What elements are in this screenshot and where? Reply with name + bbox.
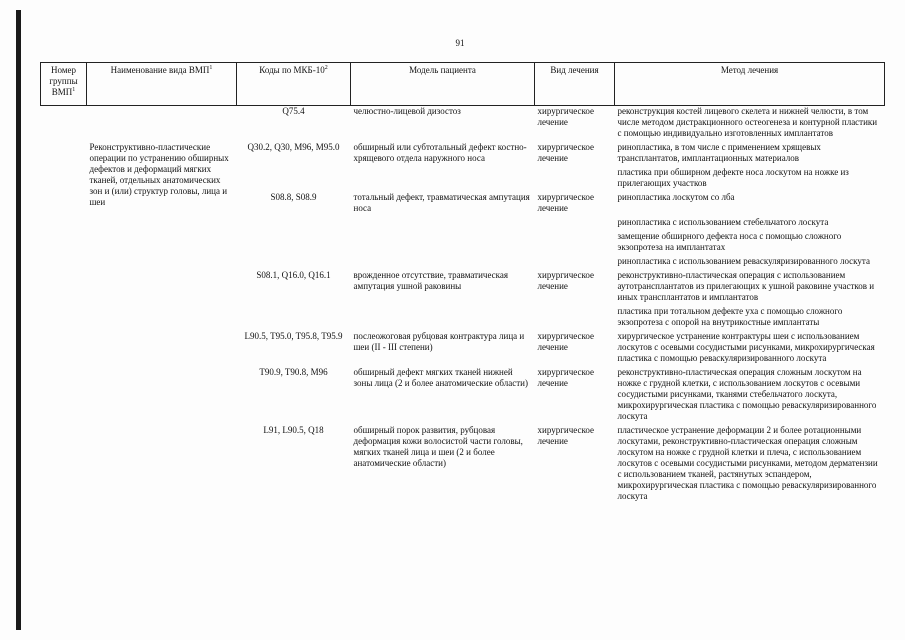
vmp-name-cell-empty [87,425,237,502]
table-row [41,217,885,228]
group-number-cell [41,256,87,267]
patient-model-cell: обширный порок развития, рубцовая деформация кожи волосистой части головы, мягких тканей лица и шеи (2 и более анатомические области) [353,425,523,468]
icd-codes-cell: S08.1, Q16.0, Q16.1 [256,270,331,280]
vmp-name-cell-empty [87,217,237,228]
treatment-method-cell: хирургическое устранение контрактуры шеи с использованием лоскутов с осевыми сосудистыми рисунками, микрохирургическая пластика с помощью реваскуляризированного лоскута [617,331,875,363]
group-number-cell [41,270,87,303]
treatment-type-cell: хирургическое лечение [537,106,594,127]
treatment-type-cell: хирургическое лечение [537,367,594,388]
vmp-name-cell: Реконструктивно-пластические операции по устранению обширных дефектов и деформаций мягких тканей, отдельных анатомических зон и (или) структур головы, лица и шеи [89,142,229,207]
treatment-type-cell: хирургическое лечение [537,270,594,291]
group-number-cell [41,306,87,328]
treatment-type-cell: хирургическое лечение [537,142,594,163]
treatment-type-cell: хирургическое лечение [537,425,594,446]
table-row [41,256,885,267]
treatment-method-cell: ринопластика с использованием стебельчатого лоскута [617,217,829,227]
treatment-method-cell: пластическое устранение деформации 2 и более ротационными лоскутами, реконструктивно-пластическая операция сложным лоскутом на ножке с грудной клетки и плеча, с использованием лоскутов с осевыми сосудистыми рисунками, методом дерматензии с использованием тканей, растянутых эспандером, микрохирургическая пластика с помощью реваскуляризированного лоскута [617,425,878,501]
vmp-name-cell-empty [87,367,237,422]
icd-codes-cell: L91, L90.5, Q18 [263,425,324,435]
icd-codes-cell: S08.8, S08.9 [270,192,317,202]
page-number: 91 [455,38,465,48]
left-binding-bar [16,10,21,630]
vmp-name-cell-empty [87,331,237,364]
icd-codes-cell-empty [237,306,351,328]
treatment-type-cell-empty [535,167,615,189]
group-number-cell [41,231,87,253]
group-number-cell [41,106,87,140]
table-header-row [41,63,885,106]
header-icd-codes: Коды по МКБ-$10^2$ [237,63,351,106]
treatment-method-cell: замещение обширного дефекта носа с помощью сложного экзопротеза на имплантатах [617,231,842,252]
patient-model-cell: обширный или субтотальный дефект костно-хрящевого отдела наружного носа [353,142,527,163]
treatment-method-cell: пластика при обширном дефекте носа лоскутом на ножке из прилегающих участков [617,167,849,188]
icd-codes-cell-empty [237,256,351,267]
treatment-type-cell-empty [535,231,615,253]
treatment-method-cell: ринопластика с использованием реваскуляризированного лоскута [617,256,870,266]
vmp-name-cell-empty [87,270,237,303]
group-number-cell [41,167,87,189]
icd-codes-cell: T90.9, T90.8, M96 [259,367,328,377]
treatment-method-cell: реконструктивно-пластическая операция сложным лоскутом на ножке с грудной клетки, с использованием лоскутов с осевыми сосудистыми рисунками, тканями стебельчатого лоскута, микрохирургическая пластика с помощью реваскуляризированного лоскута [617,367,877,421]
treatment-type-cell-empty [535,306,615,328]
patient-model-cell: врожденное отсутствие, травматическая ампутация ушной раковины [353,270,509,291]
treatment-method-cell: пластика при тотальном дефекте уха с помощью сложного экзопротеза с опорой на внутрикостные имплантаты [617,306,843,327]
table-row [41,106,885,140]
treatment-method-cell: ринопластика лоскутом со лба [617,192,735,202]
icd-codes-cell: Q75.4 [282,106,305,116]
group-number-cell [41,192,87,214]
patient-model-cell-empty [351,256,535,267]
patient-model-cell-empty [351,231,535,253]
header-treatment-method: Метод лечения [615,63,885,106]
patient-model-cell: тотальный дефект, травматическая ампутация носа [353,192,530,213]
header-vmp-name: Наименование вида ВМП$^1$ [87,63,237,106]
icd-codes-cell-empty [237,231,351,253]
table-row [41,367,885,422]
group-number-cell [41,367,87,422]
table-row [41,425,885,502]
patient-model-cell-empty [351,217,535,228]
treatment-method-cell: реконструктивно-пластическая операция с использованием аутотрансплантатов из прилегающих к ушной раковине участков и иных трансплантатов и имплантатов [617,270,875,302]
table-row [41,306,885,328]
icd-codes-cell: L90.5, T95.0, T95.8, T95.9 [244,331,343,341]
patient-model-cell: послеожоговая рубцовая контрактура лица и шеи (II - III степени) [353,331,525,352]
group-number-cell [41,425,87,502]
group-number-cell [41,331,87,364]
table-row [41,331,885,364]
treatment-type-cell-empty [535,217,615,228]
header-treatment-type: Вид лечения [535,63,615,106]
vmp-table [40,62,885,502]
patient-model-cell: челюстно-лицевой дизостоз [353,106,461,116]
vmp-name-cell-empty [87,231,237,253]
group-number-cell [41,142,87,164]
treatment-type-cell: хирургическое лечение [537,331,594,352]
table-row [41,270,885,303]
header-group-number: Номер группы ВМП$^1$ [41,63,87,106]
table-row [41,231,885,253]
treatment-type-cell-empty [535,256,615,267]
group-number-cell [41,217,87,228]
treatment-type-cell: хирургическое лечение [537,192,594,213]
patient-model-cell-empty [351,167,535,189]
patient-model-cell: обширный дефект мягких тканей нижней зоны лица (2 и более анатомические области) [353,367,528,388]
treatment-method-cell: реконструкция костей лицевого скелета и нижней челюсти, в том числе методом дистракционного остеогенеза и контурной пластики с помощью индивидуально изготовленных имплантатов [617,106,878,138]
vmp-name-cell-empty [87,256,237,267]
icd-codes-cell-empty [237,217,351,228]
table-row [41,142,885,164]
icd-codes-cell-empty [237,167,351,189]
icd-codes-cell: Q30.2, Q30, M96, M95.0 [247,142,340,152]
vmp-name-cell-empty [87,306,237,328]
treatment-method-cell: ринопластика, в том числе с применением хрящевых трансплантатов, имплантационных материалов [617,142,821,163]
vmp-name-cell-empty [87,106,237,140]
patient-model-cell-empty [351,306,535,328]
header-patient-model: Модель пациента [351,63,535,106]
